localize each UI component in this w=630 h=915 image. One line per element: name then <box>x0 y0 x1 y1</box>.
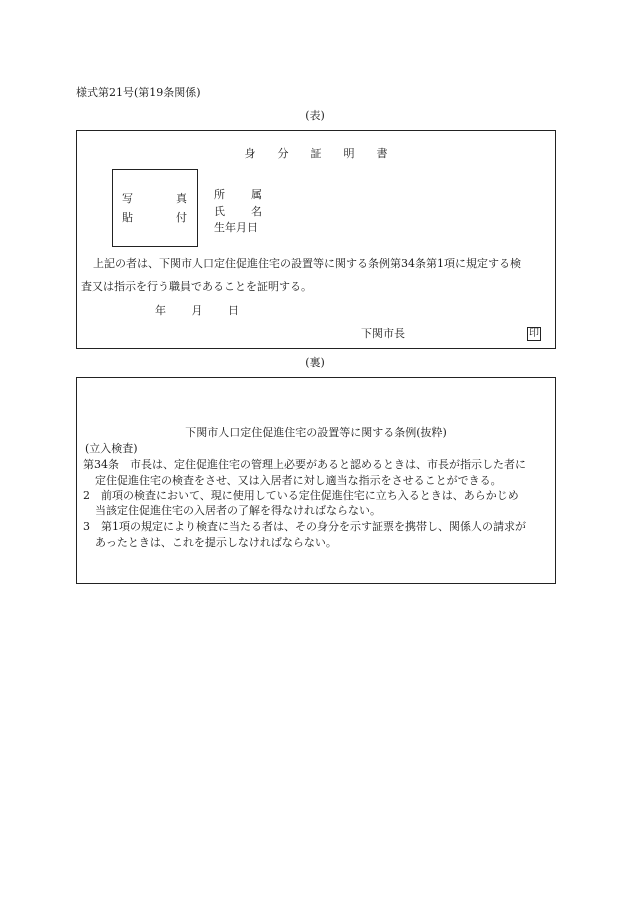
photo-label-char: 真 <box>176 192 187 205</box>
affiliation-label: 所 <box>214 188 225 201</box>
article-paragraph: あったときは、これを提示しなければならない。 <box>95 536 337 549</box>
name-label: 氏 <box>214 205 225 218</box>
excerpt-title: 下関市人口定住促進住宅の設置等に関する条例(抜粋) <box>185 426 447 439</box>
photo-label-char: 付 <box>176 211 187 224</box>
date-year-label: 年 <box>155 304 166 317</box>
article-paragraph: 定住促進住宅の検査をさせ、又は入居者に対し適当な指示をさせることができる。 <box>95 474 502 487</box>
article-paragraph: 当該定住促進住宅の入居者の了解を得なければならない。 <box>95 504 381 517</box>
issue-date <box>155 304 261 318</box>
card-title: 身分証明書 <box>244 147 410 160</box>
id-card-front <box>76 130 556 349</box>
name-label: 名 <box>251 205 262 218</box>
form-number: 様式第21号(第19条関係) <box>76 86 201 99</box>
photo-label-char: 写 <box>122 192 133 205</box>
issuer-title: 下関市長 <box>361 327 405 340</box>
back-side-heading: (裏) <box>305 356 325 369</box>
photo-placeholder <box>112 169 198 247</box>
article-paragraph: 3 第1項の規定により検査に当たる者は、その身分を示す証票を携帯し、関係人の請求が <box>83 520 526 533</box>
id-card-back <box>76 377 556 584</box>
certification-text: 上記の者は、下関市人口定住促進住宅の設置等に関する条例第34条第1項に規定する検 <box>93 257 521 270</box>
affiliation-label: 属 <box>251 188 262 201</box>
seal-stamp: 印 <box>529 328 539 339</box>
date-of-birth-label: 生年月日 <box>214 221 258 234</box>
certification-text: 査又は指示を行う職員であることを証明する。 <box>81 280 312 293</box>
section-subheading: (立入検査) <box>85 442 138 455</box>
date-day-label: 日 <box>228 304 239 317</box>
photo-label-char: 貼 <box>122 211 133 224</box>
article-paragraph: 2 前項の検査において、現に使用している定住促進住宅に立ち入るときは、あらかじめ <box>83 489 519 502</box>
article-paragraph: 第34条 市長は、定住促進住宅の管理上必要があると認めるときは、市長が指示した者に <box>83 458 526 471</box>
date-month-label: 月 <box>191 304 203 317</box>
front-side-heading: (表) <box>305 109 325 122</box>
